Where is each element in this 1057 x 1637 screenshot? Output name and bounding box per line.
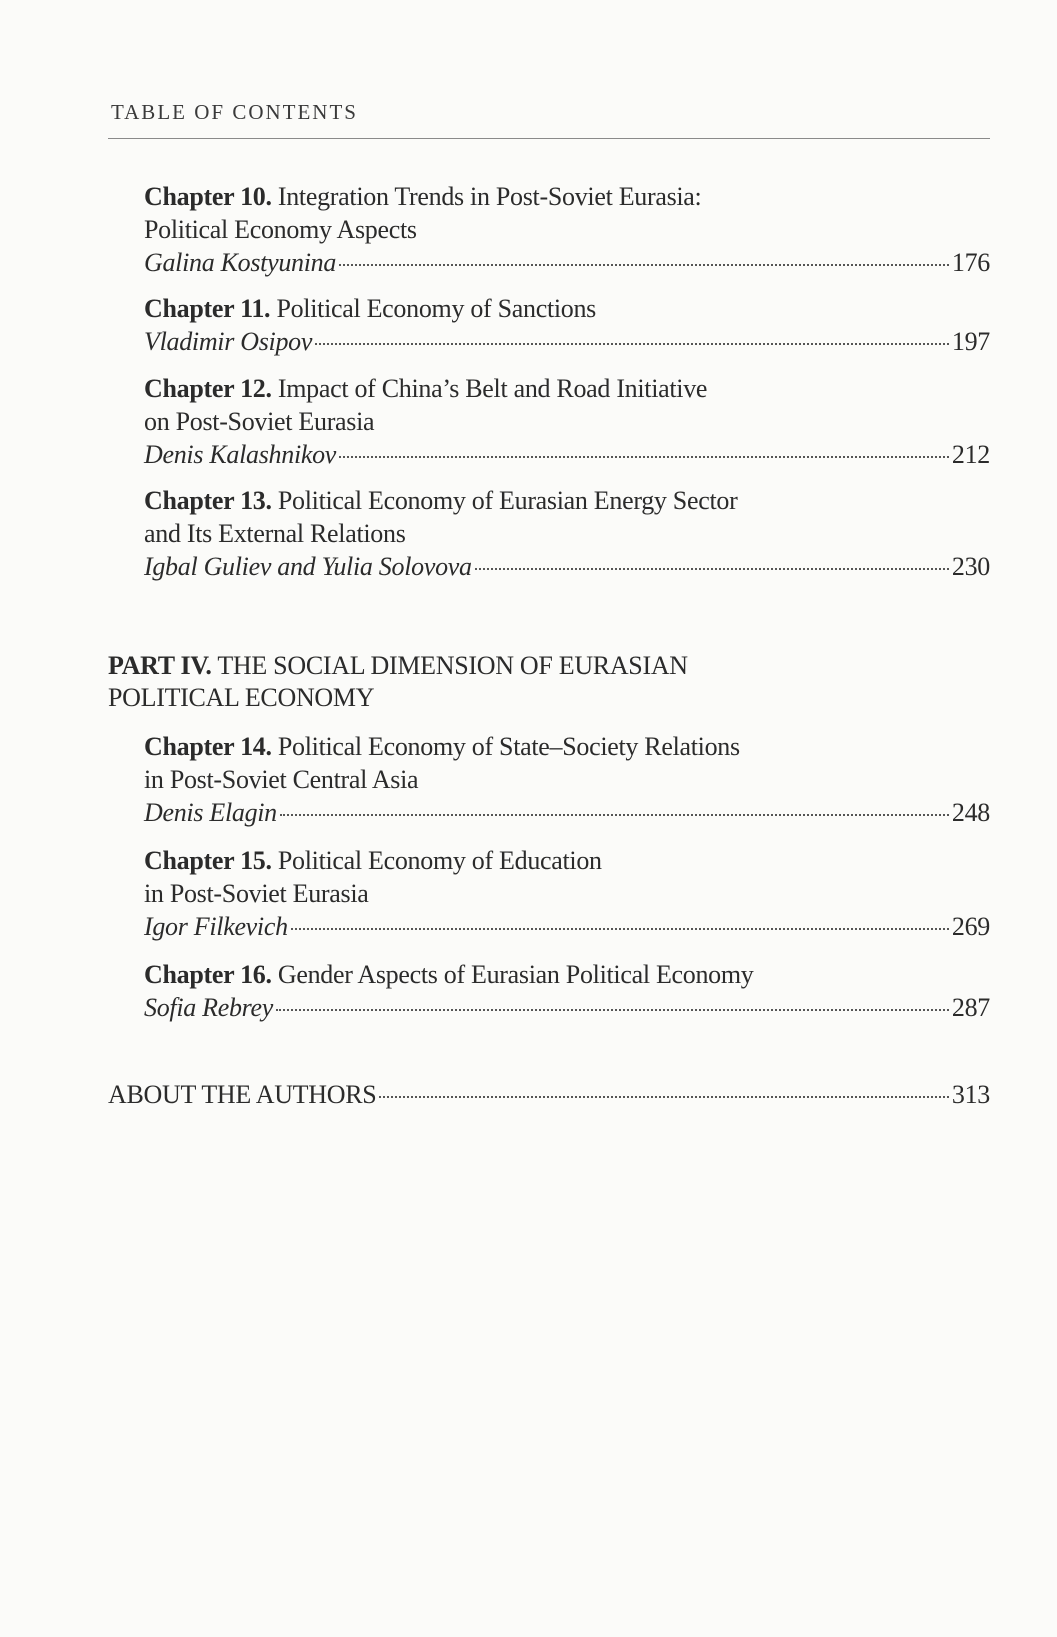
author-page-line — [144, 325, 990, 358]
page-number: 176 — [951, 248, 990, 277]
chapter-number: Chapter 13. — [144, 486, 272, 515]
chapter-number: Chapter 10. — [144, 182, 272, 211]
dot-leader — [291, 928, 949, 930]
chapter-title-line — [144, 730, 990, 763]
dot-leader — [280, 814, 949, 816]
author-page-line — [144, 550, 990, 583]
chapter-author: Igor Filkevich — [144, 912, 288, 941]
page-number: 212 — [951, 440, 990, 469]
about-label: ABOUT THE AUTHORS — [108, 1080, 377, 1109]
chapter-title-line: in Post-Soviet Central Asia — [144, 765, 419, 794]
page-number: 230 — [951, 552, 990, 581]
dot-leader — [339, 456, 949, 458]
chapter-author: Denis Kalashnikov — [144, 440, 337, 469]
toc-entry-chapter-15[interactable] — [144, 844, 990, 943]
toc-entry-chapter-14[interactable] — [144, 730, 990, 829]
chapter-title-line — [144, 484, 990, 517]
toc-entry-chapter-12[interactable] — [144, 372, 990, 471]
chapter-title-line: on Post-Soviet Eurasia — [144, 407, 375, 436]
dot-leader — [315, 343, 949, 345]
chapter-title: Impact of China’s Belt and Road Initiative — [277, 374, 708, 403]
toc-entry-chapter-10[interactable] — [144, 180, 990, 279]
part-number: PART IV. — [108, 651, 212, 680]
page-number: 248 — [951, 798, 990, 827]
chapter-title: Gender Aspects of Eurasian Political Economy — [277, 960, 754, 989]
chapter-title-line — [144, 372, 990, 405]
chapter-author: Denis Elagin — [144, 798, 277, 827]
chapter-title: Political Economy of Education — [277, 846, 602, 875]
author-page-line — [144, 438, 990, 471]
chapter-title: Political Economy of State–Society Relations — [277, 732, 740, 761]
part-title-line — [108, 650, 990, 682]
chapter-title: Political Economy of Eurasian Energy Sector — [277, 486, 738, 515]
toc-entry-chapter-11[interactable] — [144, 292, 990, 358]
chapter-author: Igbal Guliev and Yulia Solovova — [144, 552, 472, 581]
header-rule — [108, 138, 990, 139]
chapter-number: Chapter 11. — [144, 294, 271, 323]
chapter-title-line: in Post-Soviet Eurasia — [144, 879, 369, 908]
chapter-number: Chapter 15. — [144, 846, 272, 875]
toc-entry-about-the-authors[interactable] — [108, 1078, 990, 1111]
author-page-line — [144, 796, 990, 829]
chapter-title-line — [144, 180, 990, 213]
toc-entry-chapter-16[interactable] — [144, 958, 990, 1024]
page-number: 313 — [951, 1080, 990, 1109]
dot-leader — [379, 1096, 948, 1098]
toc-entry-chapter-13[interactable] — [144, 484, 990, 583]
author-page-line — [144, 991, 990, 1024]
chapter-author: Galina Kostyunina — [144, 248, 337, 277]
chapter-number: Chapter 12. — [144, 374, 272, 403]
page-number: 269 — [951, 912, 990, 941]
part-heading[interactable] — [108, 650, 990, 714]
chapter-title-line — [144, 844, 990, 877]
dot-leader — [276, 1009, 949, 1011]
dot-leader — [339, 264, 949, 266]
chapter-title-line — [144, 958, 990, 991]
running-header: TABLE OF CONTENTS — [111, 100, 358, 124]
page-number: 287 — [951, 993, 990, 1022]
chapter-title: Political Economy of Sanctions — [276, 294, 597, 323]
part-title-line: POLITICAL ECONOMY — [108, 683, 375, 712]
author-page-line — [144, 246, 990, 279]
author-page-line — [144, 910, 990, 943]
chapter-author: Sofia Rebrey — [144, 993, 274, 1022]
chapter-title: Integration Trends in Post-Soviet Eurasia: — [277, 182, 702, 211]
chapter-title-line: Political Economy Aspects — [144, 215, 417, 244]
page-number: 197 — [951, 327, 990, 356]
dot-leader — [475, 568, 949, 570]
part-title: THE SOCIAL DIMENSION OF EURASIAN — [217, 651, 688, 680]
chapter-number: Chapter 14. — [144, 732, 272, 761]
chapter-author: Vladimir Osipov — [144, 327, 313, 356]
chapter-title-line: and Its External Relations — [144, 519, 406, 548]
chapter-title-line — [144, 292, 990, 325]
chapter-number: Chapter 16. — [144, 960, 272, 989]
about-page-line — [108, 1078, 990, 1111]
